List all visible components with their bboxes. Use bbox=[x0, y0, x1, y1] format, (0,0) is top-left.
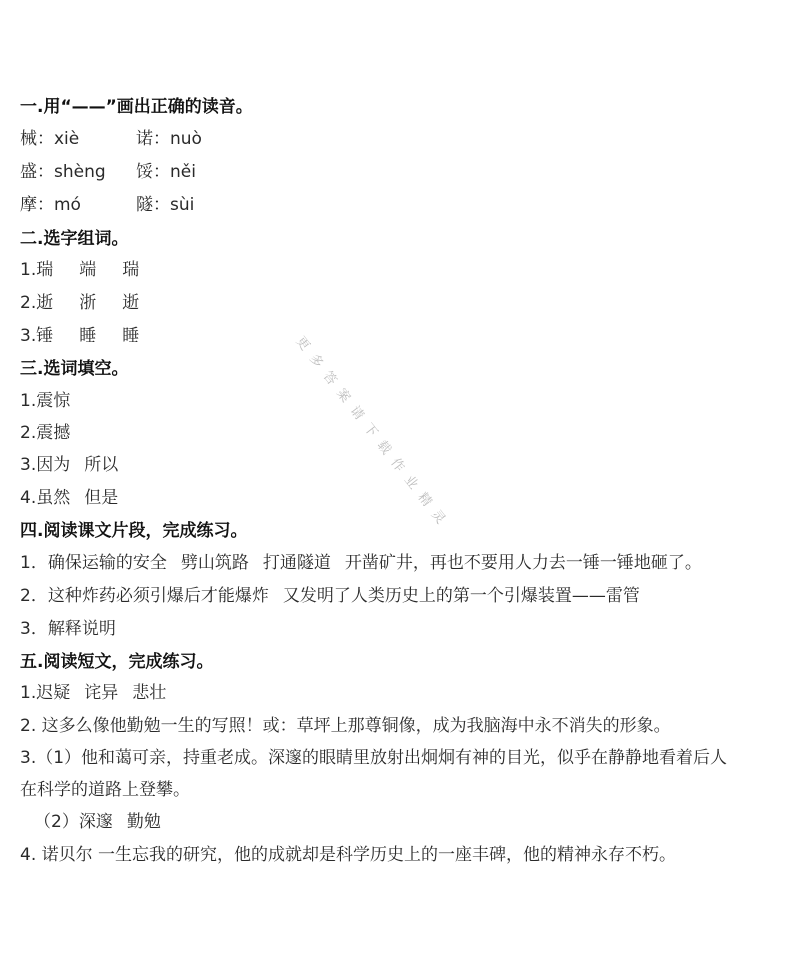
answer-text: 这种炸药必须引爆后才能爆炸 bbox=[47, 586, 269, 606]
pinyin-row-2-left: 盛：shèng bbox=[20, 162, 106, 182]
fill-item-2 bbox=[20, 422, 70, 444]
item-number: 1. bbox=[20, 260, 37, 280]
item-number: 3． bbox=[20, 619, 48, 639]
word: 悲壮 bbox=[132, 683, 167, 703]
section-2-title: 二.选字组词。 bbox=[20, 229, 129, 249]
answer-text: 打通隧道 bbox=[262, 553, 331, 573]
word-item-3 bbox=[20, 325, 139, 347]
word: 逝 bbox=[36, 293, 54, 313]
short-answer-3-sub-2 bbox=[34, 811, 161, 833]
word: 瑞 bbox=[36, 260, 54, 280]
word: 锤 bbox=[36, 326, 54, 346]
section-3-title: 三.选词填空。 bbox=[20, 359, 129, 379]
word: 睡 bbox=[122, 326, 140, 346]
item-number: 2． bbox=[20, 586, 48, 606]
answer-text: 解释说明 bbox=[47, 619, 116, 639]
word: 迟疑 bbox=[36, 683, 71, 703]
item-number: 3. bbox=[20, 455, 37, 475]
answer-text: 勤勉 bbox=[126, 812, 161, 832]
word: 但是 bbox=[84, 488, 119, 508]
word-item-2 bbox=[20, 292, 139, 314]
item-number: 2. bbox=[20, 423, 37, 443]
word: 瑞 bbox=[122, 260, 140, 280]
reading-answer-3 bbox=[20, 618, 116, 640]
short-answer-4: 4. 诺贝尔 一生忘我的研究，他的成就却是科学历史上的一座丰碑，他的精神永存不朽。 bbox=[20, 845, 677, 865]
answer-text: 劈山筑路 bbox=[180, 553, 249, 573]
reading-answer-1 bbox=[20, 552, 702, 574]
answer-text: 确保运输的安全 bbox=[47, 553, 167, 573]
fill-item-3 bbox=[20, 454, 118, 476]
item-number: 1. bbox=[20, 683, 37, 703]
pinyin-row-1-left: 械：xiè bbox=[20, 129, 80, 149]
short-answer-1 bbox=[20, 682, 166, 704]
item-number: 3. bbox=[20, 326, 37, 346]
word-item-1 bbox=[20, 259, 139, 281]
pinyin-row-2-right: 馁：něi bbox=[136, 162, 196, 182]
word: 诧异 bbox=[84, 683, 119, 703]
item-number: 1． bbox=[20, 553, 48, 573]
item-number: 1. bbox=[20, 391, 37, 411]
item-number: 2. bbox=[20, 293, 37, 313]
fill-item-4 bbox=[20, 487, 118, 509]
word: 震惊 bbox=[36, 391, 71, 411]
item-number: 4. bbox=[20, 488, 37, 508]
section-5-title: 五.阅读短文，完成练习。 bbox=[20, 652, 214, 672]
word: 因为 bbox=[36, 455, 71, 475]
section-1-title: 一.用“——”画出正确的读音。 bbox=[20, 97, 253, 117]
answer-text: （2）深邃 bbox=[34, 812, 113, 832]
reading-answer-2 bbox=[20, 585, 640, 607]
short-answer-3-line-2: 在科学的道路上登攀。 bbox=[20, 780, 190, 800]
pinyin-row-1-right: 诺：nuò bbox=[136, 129, 202, 149]
answer-text: 又发明了人类历史上的第一个引爆装置——雷管 bbox=[282, 586, 640, 606]
pinyin-row-3-right: 隧：sùi bbox=[136, 195, 195, 215]
section-4-title: 四.阅读课文片段，完成练习。 bbox=[20, 521, 248, 541]
word: 虽然 bbox=[36, 488, 71, 508]
short-answer-3-line-1: 3.（1）他和蔼可亲，持重老成。深邃的眼睛里放射出炯炯有神的目光，似乎在静静地看着后人 bbox=[20, 748, 728, 768]
word: 浙 bbox=[79, 293, 97, 313]
fill-item-1 bbox=[20, 390, 70, 412]
word: 震撼 bbox=[36, 423, 71, 443]
watermark: 更多答案请下载作业精灵 bbox=[292, 334, 454, 535]
word: 所以 bbox=[84, 455, 119, 475]
word: 睡 bbox=[79, 326, 97, 346]
word: 逝 bbox=[122, 293, 140, 313]
answer-text: 开凿矿井，再也不要用人力去一锤一锤地砸了。 bbox=[344, 553, 702, 573]
short-answer-2: 2. 这多么像他勤勉一生的写照！或：草坪上那尊铜像，成为我脑海中永不消失的形象。 bbox=[20, 716, 671, 736]
pinyin-row-3-left: 摩：mó bbox=[20, 195, 81, 215]
word: 端 bbox=[79, 260, 97, 280]
